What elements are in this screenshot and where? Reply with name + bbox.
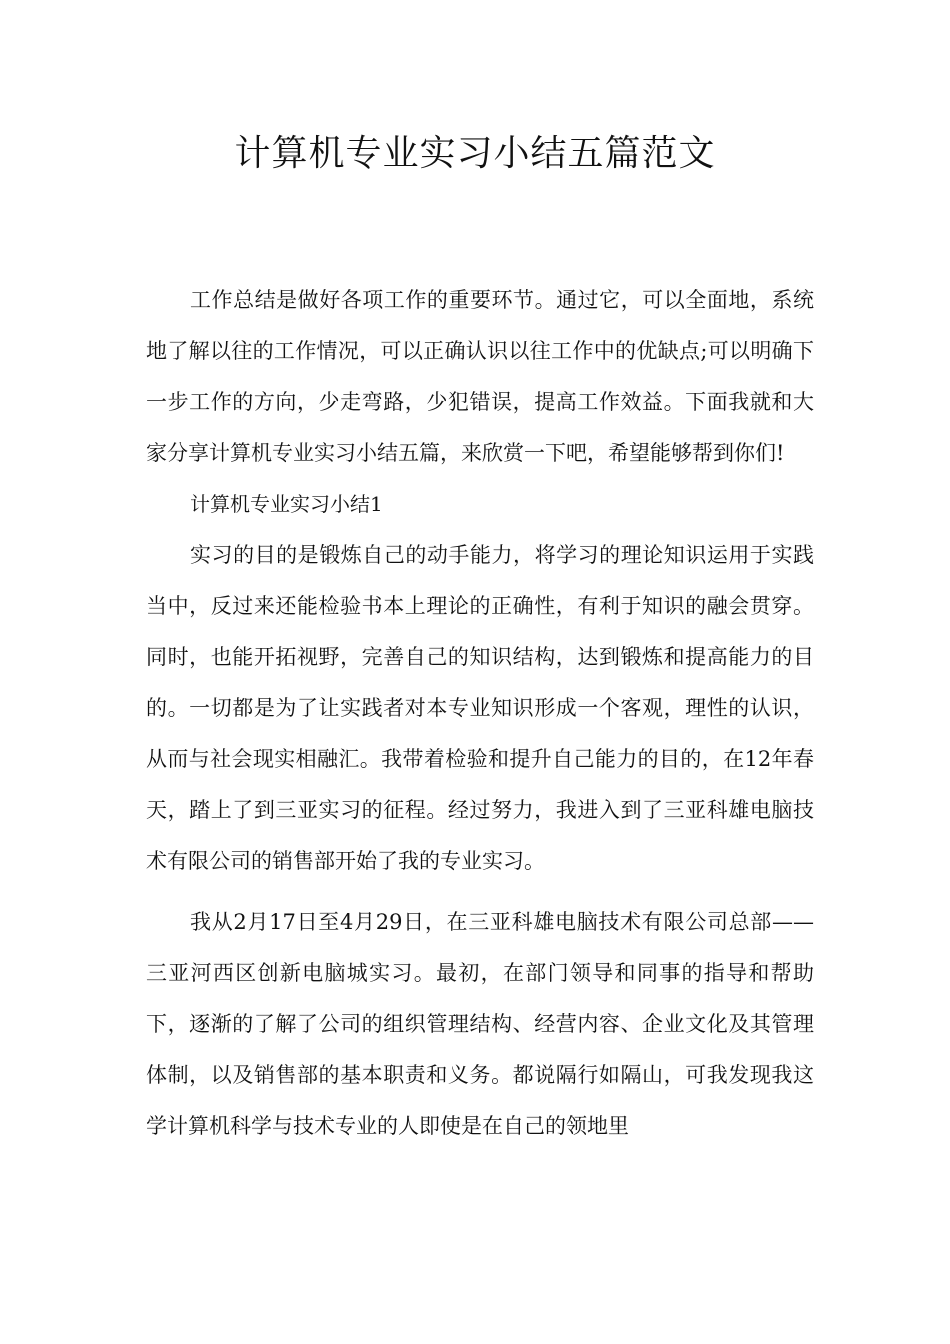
intro-paragraph: 工作总结是做好各项工作的重要环节。通过它，可以全面地，系统地了解以往的工作情况，可以正确认识以往工作中的优缺点;可以明确下一步工作的方向，少走弯路，少犯错误，提高工作效益。下面我就和大家分享计算机专业实习小结五篇，来欣赏一下吧，希望能够帮到你们! — [146, 288, 814, 465]
document-title: 计算机专业实习小结五篇范文 — [234, 133, 716, 174]
section-heading-1: 计算机专业实习小结1 — [190, 492, 383, 516]
section1-paragraph-2: 我从2月17日至4月29日，在三亚科雄电脑技术有限公司总部——三亚河西区创新电脑城实习。最初，在部门领导和同事的指导和帮助下，逐渐的了解了公司的组织管理结构、经营内容、企业文化及其管理体制，以及销售部的基本职责和义务。都说隔行如隔山，可我发现我这学计算机科学与技术专业的人即使是在自己的领地里 — [146, 910, 814, 1138]
document-body — [146, 275, 814, 1152]
section1-paragraph-1: 实习的目的是锻炼自己的动手能力，将学习的理论知识运用于实践当中，反过来还能检验书本上理论的正确性，有利于知识的融会贯穿。同时，也能开拓视野，完善自己的知识结构，达到锻炼和提高能力的目的。一切都是为了让实践者对本专业知识形成一个客观，理性的认识，从而与社会现实相融汇。我带着检验和提升自己能力的目的，在12年春天，踏上了到三亚实习的征程。经过努力，我进入到了三亚科雄电脑技术有限公司的销售部开始了我的专业实习。 — [146, 543, 814, 873]
